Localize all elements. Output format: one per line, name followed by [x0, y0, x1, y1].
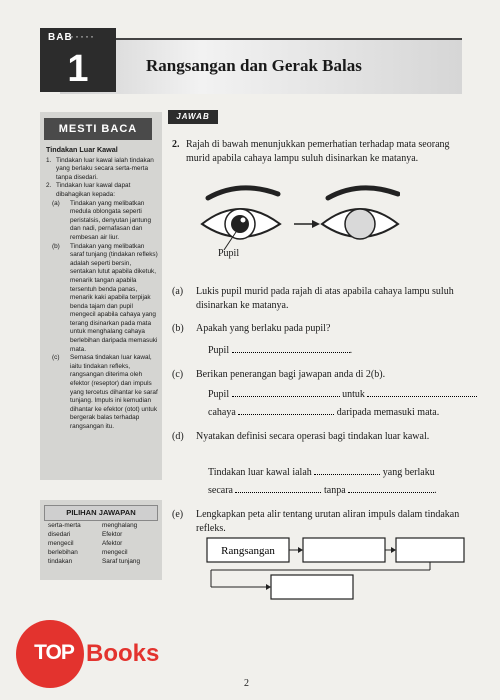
question-text: Berikan penerangan bagi jawapan anda di 2(b).: [196, 369, 386, 380]
question-c: [172, 368, 462, 382]
question-label: (a): [172, 286, 184, 297]
flow-box-3[interactable]: [396, 538, 464, 562]
option-word: Efektor: [102, 531, 123, 538]
pilihan-jawapan-grid: [48, 522, 156, 566]
option-word: Saraf tunjang: [102, 558, 141, 565]
list-item: [46, 182, 158, 199]
mesti-baca-title: MESTI BACA: [44, 118, 152, 140]
answer-word: yang berlaku: [382, 467, 435, 478]
question-label: (d): [172, 431, 184, 442]
answer-prefix: Pupil: [208, 345, 230, 356]
subitem-letter: (a): [52, 199, 60, 207]
item-number: 1.: [46, 156, 52, 164]
mesti-baca-heading: Tindakan Luar Kawal: [46, 145, 118, 154]
answer-line-d2: [208, 482, 437, 498]
option-word: tindakan: [48, 558, 73, 565]
question-a: [172, 285, 462, 313]
question-label: (b): [172, 323, 184, 334]
item-text: Tindakan luar kawal ialah tindakan yang berlaku secara serta-merta tanpa disedari.: [56, 156, 154, 181]
left-pupil-highlight: [241, 218, 246, 223]
topbooks-logo-books: Books: [86, 640, 160, 667]
flow-arrow-head: [298, 547, 303, 553]
question-number: 2.: [172, 139, 180, 150]
answer-word: Pupil: [208, 389, 230, 400]
question-d: [172, 430, 462, 444]
option-word: menghalang: [102, 522, 138, 529]
bab-dots: ·····: [70, 29, 95, 43]
answer-end: .: [349, 345, 353, 356]
question-text: Apakah yang berlaku pada pupil?: [196, 323, 331, 334]
page-number: 2: [244, 678, 249, 689]
subitem-letter: (c): [52, 354, 60, 362]
answer-blank[interactable]: [232, 342, 350, 353]
flow-box-start-label: Rangsangan: [221, 545, 275, 557]
question-b: [172, 322, 462, 336]
question-text: Lukis pupil murid pada rajah di atas apabila cahaya lampu suluh disinarkan ke matanya.: [196, 286, 454, 311]
answer-line-c2: [208, 404, 439, 420]
answer-blank[interactable]: [314, 464, 380, 475]
flow-box-2[interactable]: [303, 538, 385, 562]
list-item: [46, 157, 158, 183]
subitem-text: Tindakan yang melibatkan saraf tunjang (tindakan refleks) adalah seperti bersin, sentakan lutut apabila diketuk, menarik tangan apabila tersentuh benda panas, menarik kaki apabila terpijak benda tajam dan pupil mengecil apabila cahaya yang terang disinarkan pada mata untuk menghalang cahaya berlebihan daripada memasuki mata.: [70, 242, 158, 353]
chapter-title: Rangsangan dan Gerak Balas: [146, 56, 362, 75]
question-text: Nyatakan definisi secara operasi bagi tindakan luar kawal.: [196, 431, 430, 442]
bab-label: BAB: [48, 32, 73, 43]
item-text: Tindakan luar kawal dapat dibahagikan kepada:: [56, 182, 131, 198]
answer-end: .: [434, 485, 437, 496]
jawab-label: JAWAB: [168, 110, 218, 124]
flow-arrow-head: [391, 547, 396, 553]
list-subitem: [46, 354, 158, 431]
answer-blank[interactable]: [238, 404, 334, 415]
mesti-baca-content: [46, 146, 158, 432]
flow-chart: [206, 537, 466, 601]
subitem-text: Semasa tindakan luar kawal, iaitu tindakan refleks, rangsangan diterima oleh efektor (reseptor) dan impuls yang tercetus dihantar ke saraf tunjang. Impuls ini kemudian dihantar ke efektor (otot) untuk bergerak balas terhadap rangsangan itu.: [70, 354, 158, 430]
answer-blank[interactable]: [232, 386, 340, 397]
chapter-number: 1: [67, 48, 89, 90]
question-e: [172, 508, 462, 536]
option-word: disedari: [48, 531, 71, 538]
option-word: berlebihan: [48, 549, 78, 556]
answer-word: daripada memasuki mata.: [336, 407, 440, 418]
answer-line-b: [208, 342, 352, 358]
question-label: (e): [172, 509, 184, 520]
flow-arrow-head: [266, 584, 271, 590]
answer-blank[interactable]: [367, 386, 477, 397]
chapter-badge: [40, 28, 116, 92]
option-word: Afektor: [102, 540, 123, 547]
answer-line-c1: [208, 386, 477, 402]
answer-word: cahaya: [208, 407, 236, 418]
arrow-head: [312, 220, 320, 228]
subitem-text: Tindakan yang melibatkan medula oblongata seperti peristalsis, denyutan jantung dan nadi, pernafasan dan rembesan air liur.: [70, 199, 152, 241]
answer-word: tanpa: [323, 485, 346, 496]
left-pupil: [231, 215, 249, 233]
answer-word: Tindakan luar kawal ialah: [208, 467, 312, 478]
answer-blank[interactable]: [235, 482, 321, 493]
answer-word: secara: [208, 485, 233, 496]
subitem-letter: (b): [52, 242, 60, 250]
option-word: serta-merta: [48, 522, 81, 529]
right-iris[interactable]: [345, 209, 375, 239]
topbooks-logo-top: TOP: [34, 641, 74, 664]
flow-box-4[interactable]: [271, 575, 353, 599]
right-eyebrow: [328, 188, 398, 198]
answer-word: untuk: [342, 389, 365, 400]
list-subitem: [46, 243, 158, 355]
item-number: 2.: [46, 182, 52, 190]
left-eyebrow: [208, 188, 278, 198]
option-word: mengecil: [102, 549, 128, 556]
option-word: mengecil: [48, 540, 74, 547]
list-subitem: [46, 200, 158, 243]
question-label: (c): [172, 369, 184, 380]
question-text: Lengkapkan peta alir tentang urutan aliran impuls dalam tindakan refleks.: [196, 509, 460, 534]
pilihan-jawapan-title: PILIHAN JAWAPAN: [44, 505, 158, 521]
answer-line-d1: [208, 464, 435, 480]
pupil-label: Pupil: [218, 248, 240, 259]
question-text: Rajah di bawah menunjukkan pemerhatian terhadap mata seorang murid apabila cahaya lampu suluh disinarkan ke matanya.: [186, 139, 450, 164]
question-2: [172, 138, 460, 166]
answer-blank[interactable]: [348, 482, 434, 493]
